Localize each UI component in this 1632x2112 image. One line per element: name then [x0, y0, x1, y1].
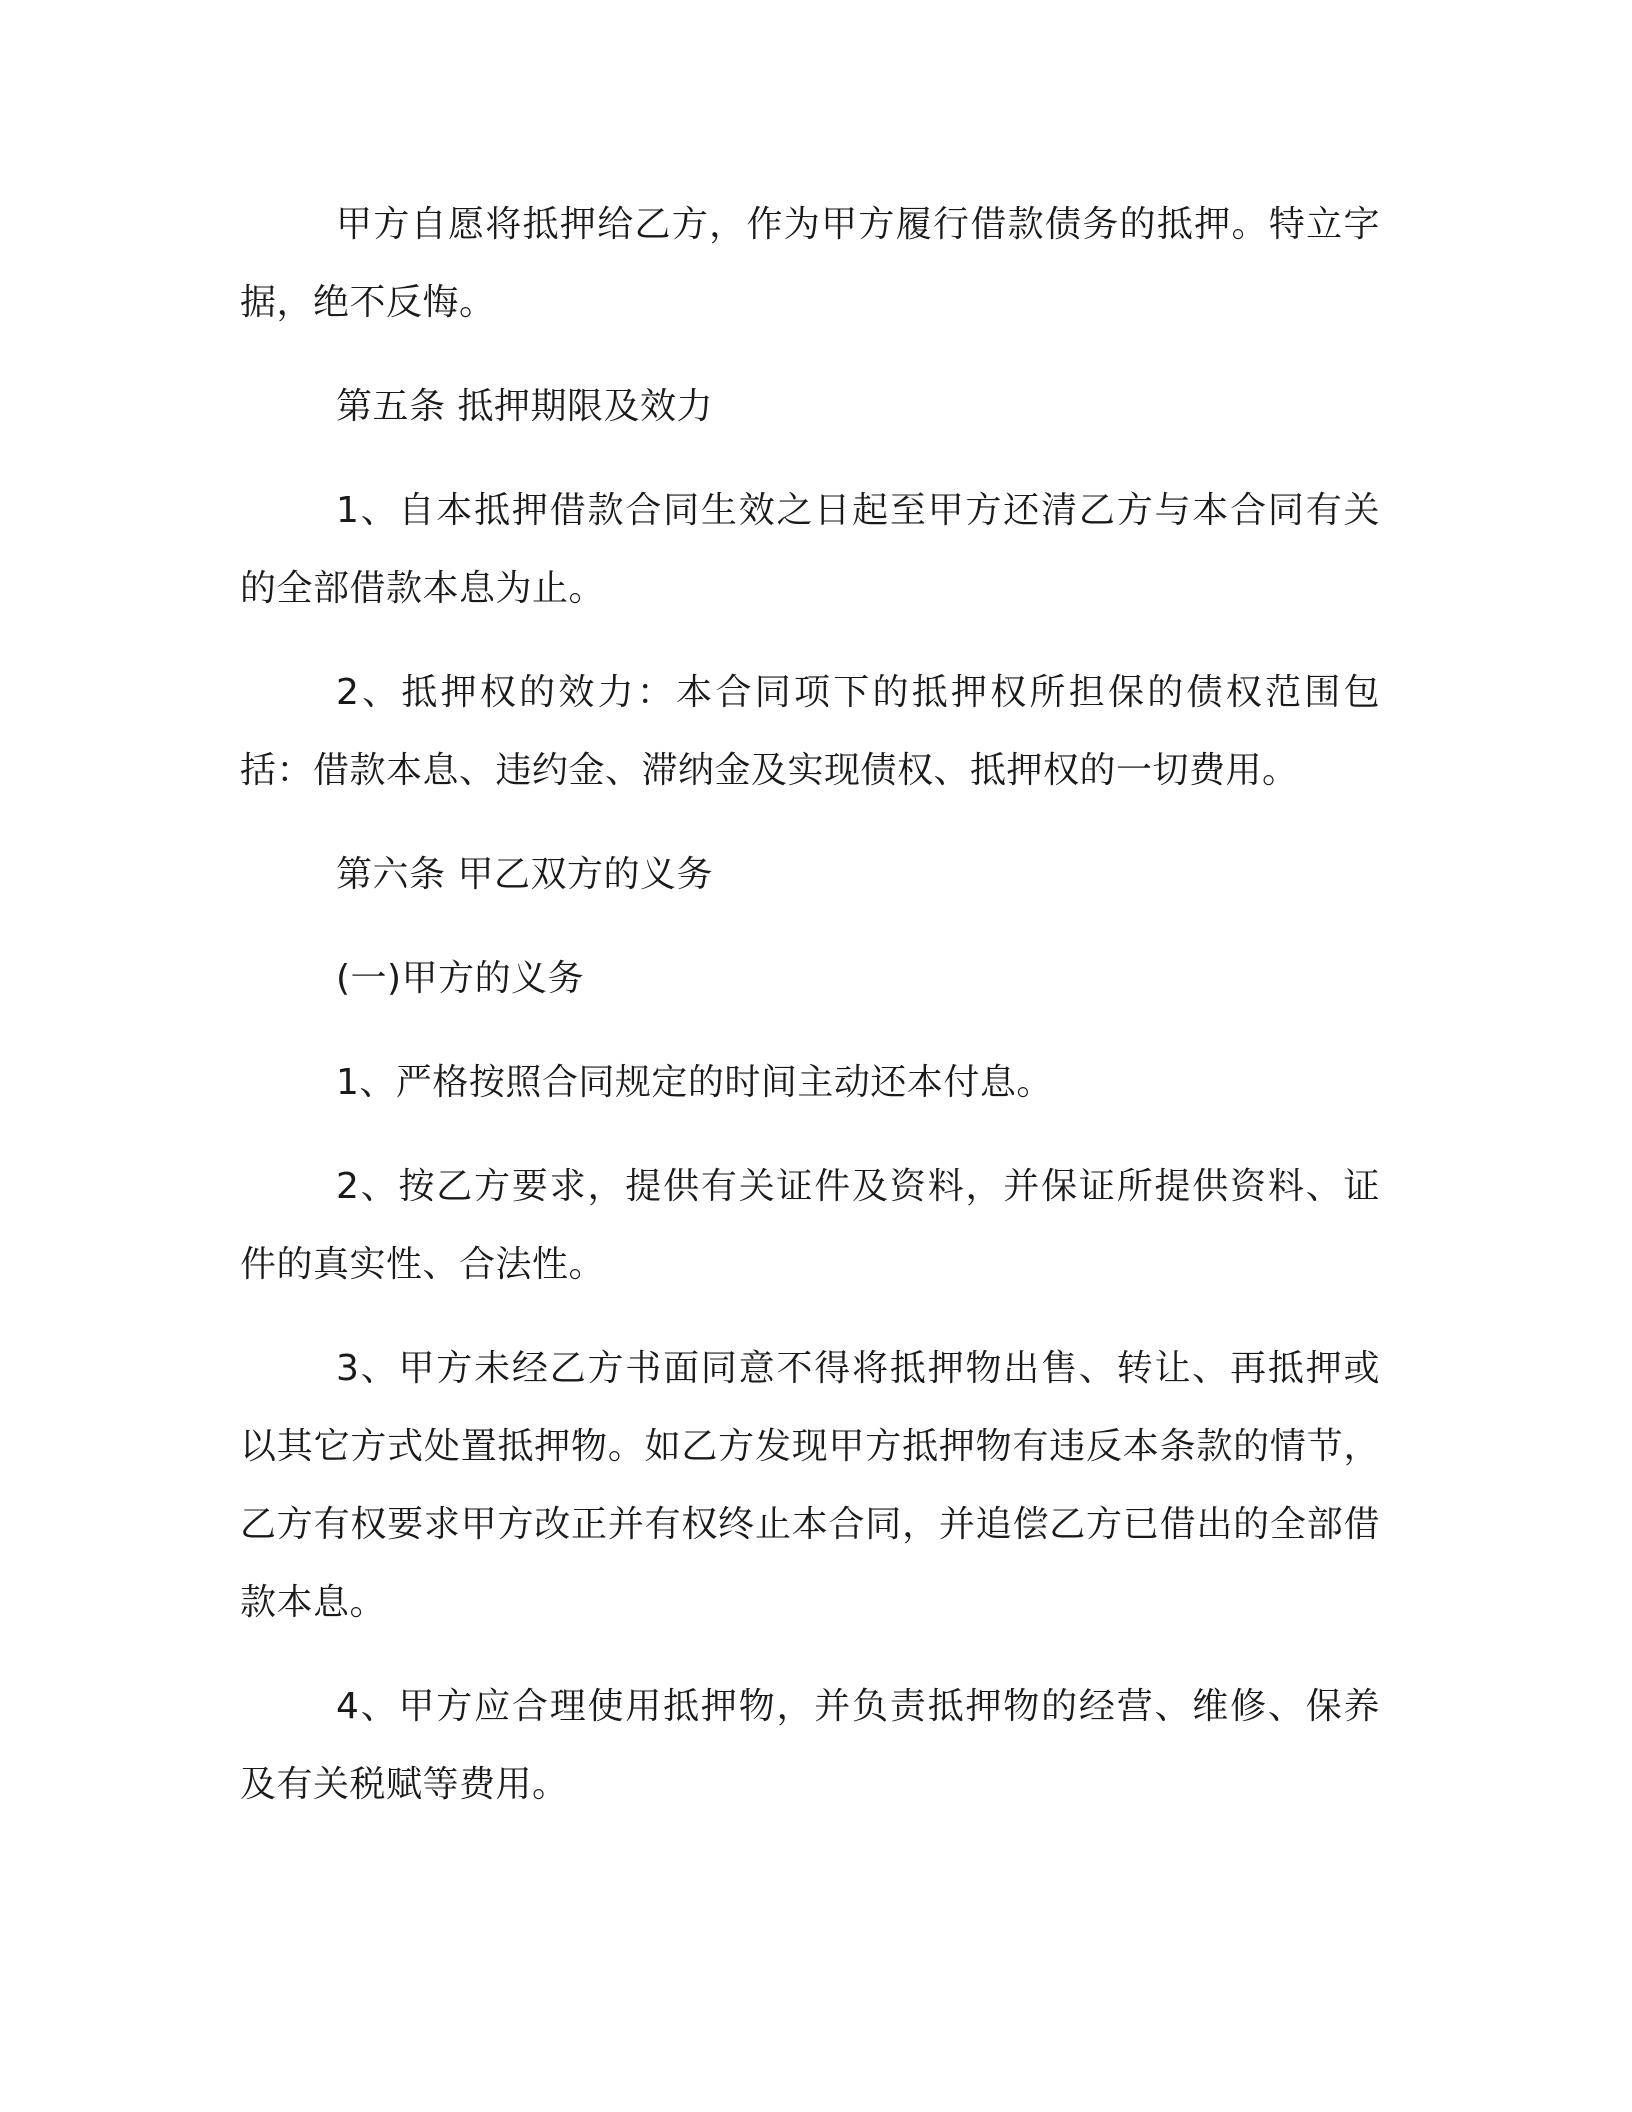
paragraph-obligation-3: 3、甲方未经乙方书面同意不得将抵押物出售、转让、再抵押或以其它方式处置抵押物。如乙方发现甲方抵押物有违反本条款的情节，乙方有权要求甲方改正并有权终止本合同，并追偿乙方已借出的全部借款本息。 [240, 1348, 1380, 1623]
paragraph-obligation-4: 4、甲方应合理使用抵押物，并负责抵押物的经营、维修、保养及有关税赋等费用。 [240, 1686, 1380, 1805]
paragraph-mortgage-statement: 甲方自愿将抵押给乙方，作为甲方履行借款债务的抵押。特立字据，绝不反悔。 [240, 204, 1380, 323]
heading-article-5: 第五条 抵押期限及效力 [336, 386, 713, 427]
subheading-party-a-obligations: (一)甲方的义务 [336, 958, 585, 999]
paragraph-term: 1、自本抵押借款合同生效之日起至甲方还清乙方与本合同有关的全部借款本息为止。 [240, 490, 1380, 609]
paragraph-obligation-1: 1、严格按照合同规定的时间主动还本付息。 [336, 1062, 1053, 1103]
paragraph-effect: 2、抵押权的效力：本合同项下的抵押权所担保的债权范围包括：借款本息、违约金、滞纳金及实现债权、抵押权的一切费用。 [240, 672, 1380, 791]
heading-article-6: 第六条 甲乙双方的义务 [336, 854, 713, 895]
paragraph-obligation-2: 2、按乙方要求，提供有关证件及资料，并保证所提供资料、证件的真实性、合法性。 [240, 1166, 1380, 1285]
document-body [240, 186, 1380, 1850]
